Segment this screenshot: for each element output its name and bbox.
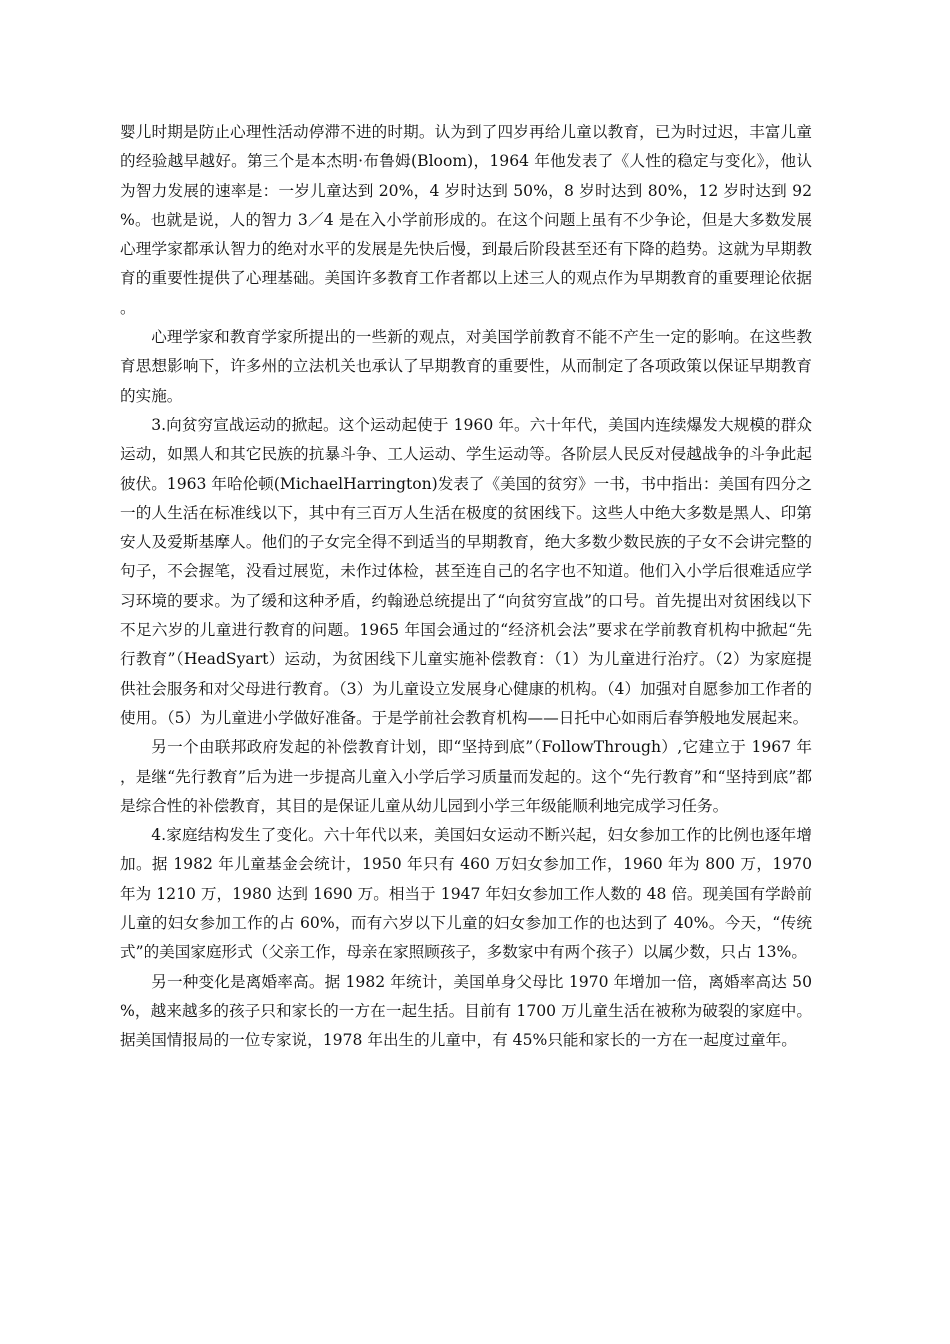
paragraph-3: 3.向贫穷宣战运动的掀起。这个运动起使于 1960 年。六十年代，美国内连续爆发大规模的群众运动，如黑人和其它民族的抗暴斗争、工人运动、学生运动等。各阶层人民反对侵越战争的斗争此起彼伏。1963 年哈伦顿(MichaelHarrington)发表了《美国的贫穷》一书，书中指出：美国有四分之一的人生活在标准线以下，其中有三百万人生活在极度的贫困线下。这些人中绝大多数是黑人、印第安人及爱斯基摩人。他们的子女完全得不到适当的早期教育，绝大多数少数民族的子女不会讲完整的句子，不会握笔，没看过展览，未作过体检，甚至连自己的名字也不知道。他们入小学后很难适应学习环境的要求。为了缓和这种矛盾，约翰逊总统提出了“向贫穷宣战”的口号。首先提出对贫困线以下不足六岁的儿童进行教育的问题。1965 年国会通过的“经济机会法”要求在学前教育机构中掀起“先行教育”（HeadSyart）运动，为贫困线下儿童实施补偿教育：（1）为儿童进行治疗。（2）为家庭提供社会服务和对父母进行教育。（3）为儿童设立发展身心健康的机构。（4）加强对自愿参加工作者的使用。（5）为儿童进小学做好准备。于是学前社会教育机构——日托中心如雨后春笋般地发展起来。 — [120, 415, 812, 727]
paragraph-5: 4.家庭结构发生了变化。六十年代以来，美国妇女运动不断兴起，妇女参加工作的比例也逐年增加。据 1982 年儿童基金会统计，1950 年只有 460 万妇女参加工作，1960 年为 800 万，1970 年为 1210 万，1980 达到 1690 万。相当于 1947 年妇女参加工作人数的 48 倍。现美国有学龄前儿童的妇女参加工作的占 60%，而有六岁以下儿童的妇女参加工作的也达到了 40%。今天，“传统式”的美国家庭形式（父亲工作，母亲在家照顾孩子，多数家中有两个孩子）以属少数，只占 13%。 — [120, 826, 812, 962]
paragraph-4: 另一个由联邦政府发起的补偿教育计划，即“坚持到底”（FollowThrough）,它建立于 1967 年，是继“先行教育”后为进一步提高儿童入小学后学习质量而发起的。这个“先行教育”和“坚持到底”都是综合性的补偿教育，其目的是保证儿童从幼儿园到小学三年级能顺利地完成学习任务。 — [120, 738, 812, 815]
paragraph-1: 婴儿时期是防止心理性活动停滞不进的时期。认为到了四岁再给儿童以教育，已为时过迟，丰富儿童的经验越早越好。第三个是本杰明·布鲁姆(Bloom)，1964 年他发表了《人性的稳定与变化》，他认为智力发展的速率是：一岁儿童达到 20%，4 岁时达到 50%，8 岁时达到 80%，12 岁时达到 92%。也就是说，人的智力 3／4 是在入小学前形成的。在这个问题上虽有不少争论，但是大多数发展心理学家都承认智力的绝对水平的发展是先快后慢，到最后阶段甚至还有下降的趋势。这就为早期教育的重要性提供了心理基础。美国许多教育工作者都以上述三人的观点作为早期教育的重要理论依据。 — [120, 123, 812, 317]
paragraph-2: 心理学家和教育学家所提出的一些新的观点，对美国学前教育不能不产生一定的影响。在这些教育思想影响下，许多州的立法机关也承认了早期教育的重要性，从而制定了各项政策以保证早期教育的实施。 — [120, 328, 812, 405]
paragraph-6: 另一种变化是离婚率高。据 1982 年统计，美国单身父母比 1970 年增加一倍，离婚率高达 50%，越来越多的孩子只和家长的一方在一起生括。目前有 1700 万儿童生活在被称为破裂的家庭中。据美国情报局的一位专家说，1978 年出生的儿童中，有 45%只能和家长的一方在一起度过童年。 — [120, 972, 812, 1050]
document-body — [120, 118, 812, 1056]
